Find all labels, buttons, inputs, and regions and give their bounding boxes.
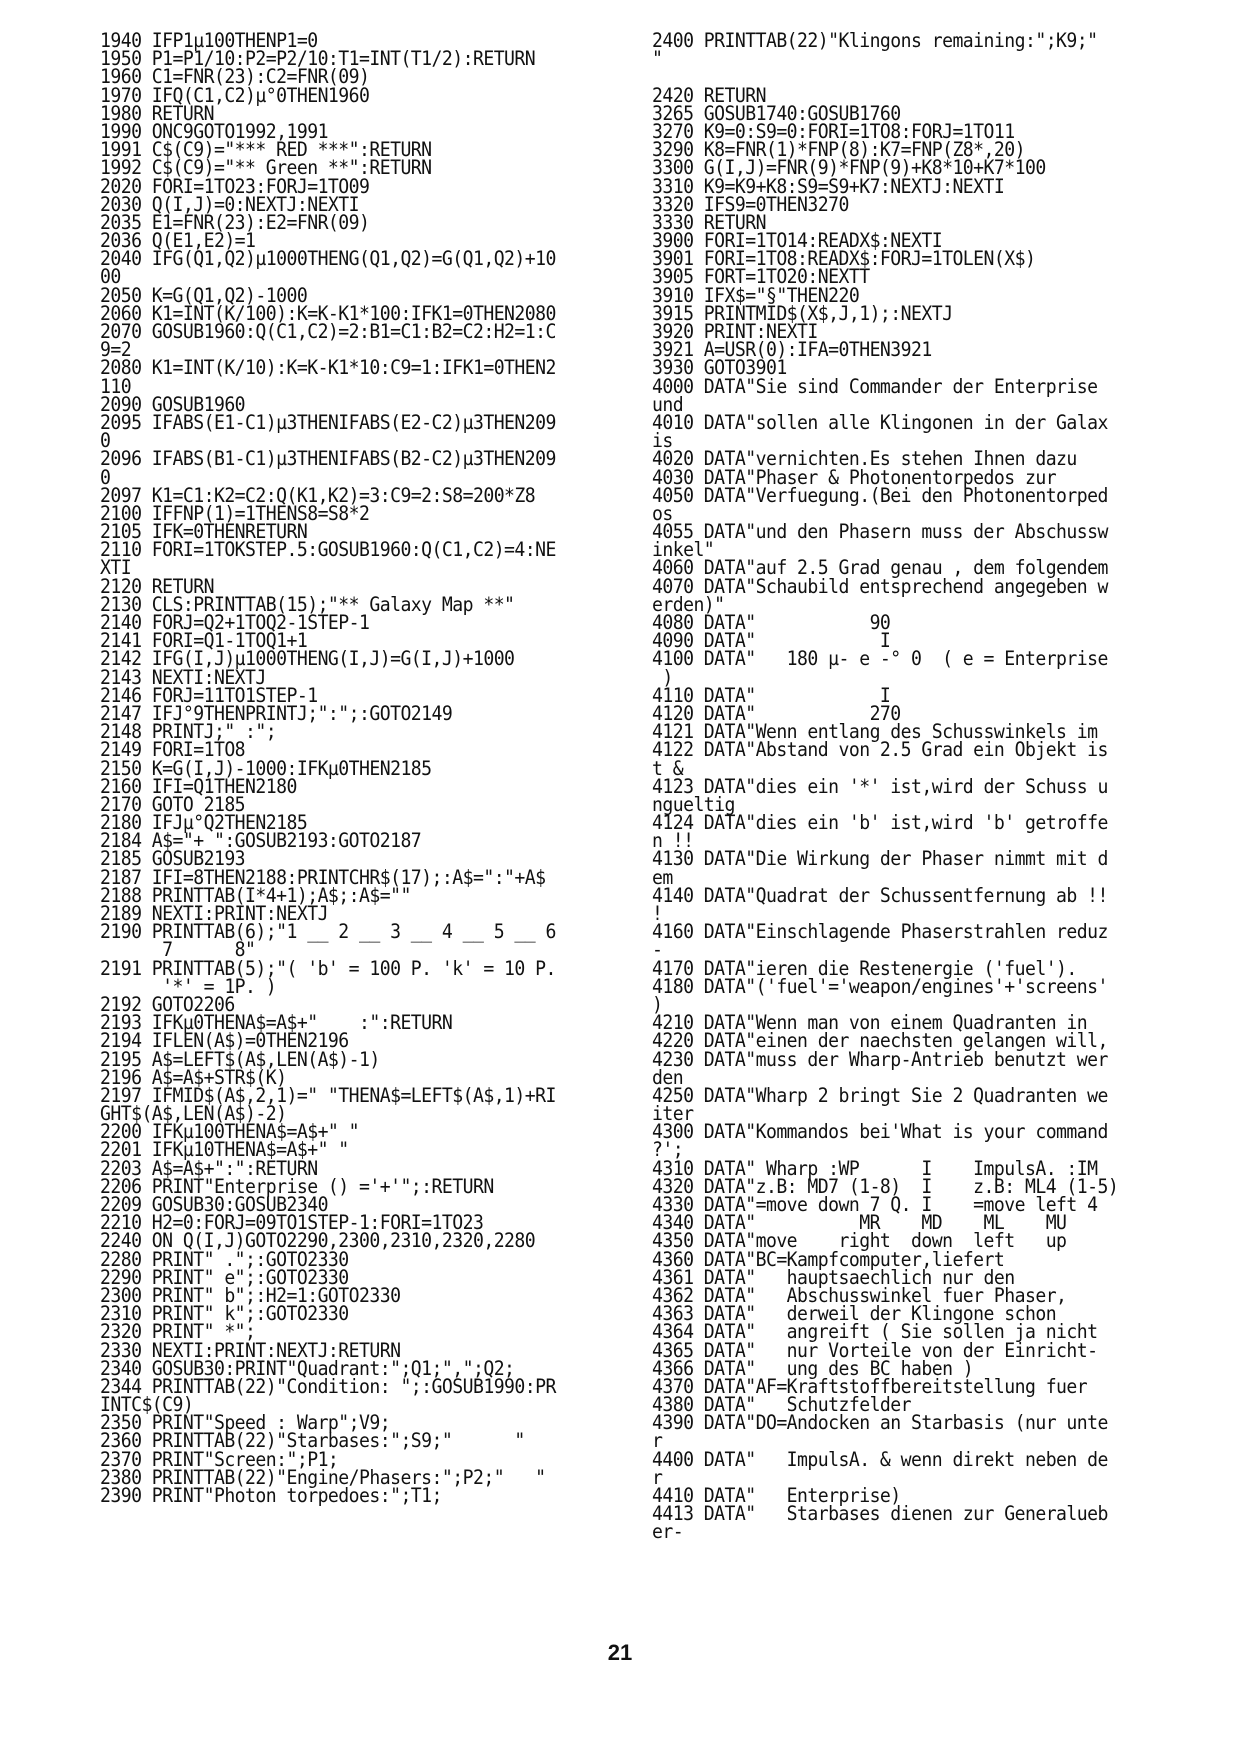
code-line: ngueltig [652,792,735,816]
code-line: 7 8" [100,938,256,962]
code-line: 2280 PRINT" .";:GOTO2330 [100,1247,349,1271]
code-line: 2191 PRINTTAB(5);"( 'b' = 100 P. 'k' = 10 P. [100,956,556,980]
code-line: iter [652,1102,694,1126]
code-line: 2340 GOSUB30:PRINT"Quadrant:";Q1;",";Q2; [100,1356,515,1380]
code-line: " [652,47,663,71]
code-line: 2400 PRINTTAB(22)"Klingons remaining:";K9;" [652,29,1098,52]
code-line: 4124 DATA"dies ein 'b' ist,wird 'b' getroffe [652,811,1108,835]
code-line: 4000 DATA"Sie sind Commander der Enterprise [652,374,1098,398]
right-code-column [652,29,1126,1544]
code-line: 1960 C1=FNR(23):C2=FNR(09) [100,65,370,89]
code-line: 3270 K9=0:S9=0:FORI=1TO8:FORJ=1TO11 [652,119,1015,143]
code-line: 3905 FORT=1TO20:NEXTT [652,265,870,289]
code-line: 2184 A$="+ ":GOSUB2193:GOTO2187 [100,829,422,853]
code-line: 2080 K1=INT(K/10):K=K-K1*10:C9=1:IFK1=0THEN2 [100,356,556,380]
code-line: 3920 PRINT:NEXTI [652,320,818,343]
code-line: t & [652,756,684,780]
code-line: ) [652,992,663,1016]
code-line: 2148 PRINTJ;" :"; [100,720,277,744]
code-line: 4080 DATA" 90 [652,611,891,634]
code-line: 2146 FORJ=11TO1STEP-1 [100,683,318,707]
code-line: 2090 GOSUB1960 [100,392,246,416]
code-line: 2110 FORI=1TOKSTEP.5:GOSUB1960:Q(C1,C2)=4:NE [100,538,556,562]
code-line: 4060 DATA"auf 2.5 Grad genau , dem folgendem [652,556,1108,580]
code-line: 4210 DATA"Wenn man von einem Quadranten in [652,1011,1088,1035]
code-line: 2096 IFABS(B1-C1)µ3THENIFABS(B2-C2)µ3THEN209 [100,447,556,471]
code-line: 1992 C$(C9)="** Green **":RETURN [100,156,432,180]
code-line: 1991 C$(C9)="*** RED ***":RETURN [100,138,432,162]
code-line: 2036 Q(E1,E2)=1 [100,229,256,253]
code-line: ! [652,902,663,925]
code-line: ) [652,665,673,689]
code-line: 2130 CLS:PRINTTAB(15);"** Galaxy Map **" [100,592,515,616]
code-line: 4121 DATA"Wenn entlang des Schusswinkels im [652,720,1098,744]
code-line: 2201 IFKµ10THENA$=A$+" " [100,1138,349,1162]
code-line: 2330 NEXTI:PRINT:NEXTJ:RETURN [100,1338,401,1362]
code-line: 4350 DATA"move right down left up [652,1229,1067,1253]
code-line: em [652,865,673,889]
code-line: 2350 PRINT"Speed : Warp";V9; [100,1411,391,1435]
code-line: 3265 GOSUB1740:GOSUB1760 [652,101,901,125]
code-line: 2100 IFFNP(1)=1THENS8=S8*2 [100,501,370,525]
code-line: '*' = 1P. ) [100,974,277,998]
code-line: 2140 FORJ=Q2+1TOQ2-1STEP-1 [100,611,370,634]
code-line: 2097 K1=C1:K2=C2:Q(K1,K2)=3:C9=2:S8=200*Z8 [100,483,536,507]
code-line: 3320 IFS9=0THEN3270 [652,192,849,216]
code-line: 2150 K=G(I,J)-1000:IFKµ0THEN2185 [100,756,432,780]
code-line: 2147 IFJ°9THENPRINTJ;":";:GOTO2149 [100,701,453,725]
code-line: 2200 IFKµ100THENA$=A$+" " [100,1120,360,1144]
code-line: 2380 PRINTTAB(22)"Engine/Phasers:";P2;" " [100,1465,546,1489]
code-line: 4055 DATA"und den Phasern muss der Abschussw [652,520,1108,544]
code-line: 4050 DATA"Verfuegung.(Bei den Photonentorped [652,483,1108,507]
code-line: 2060 K1=INT(K/100):K=K-K1*100:IFK1=0THEN2080 [100,301,556,325]
code-line: 4300 DATA"Kommandos bei'What is your command [652,1120,1108,1144]
code-line: 3921 A=USR(0):IFA=0THEN3921 [652,338,932,362]
code-line: 2195 A$=LEFT$(A$,LEN(A$)-1) [100,1047,380,1071]
code-line: 4160 DATA"Einschlagende Phaserstrahlen reduz [652,920,1108,944]
code-line: 4010 DATA"sollen alle Klingonen in der Galax [652,410,1108,434]
code-line: GHT$(A$,LEN(A$)-2) [100,1102,287,1126]
code-line: - [652,938,663,962]
code-line: 2170 GOTO 2185 [100,792,246,816]
code-line: 1980 RETURN [100,101,214,125]
code-line: 4360 DATA"BC=Kampfcomputer,liefert [652,1247,1005,1271]
code-line: 2194 IFLEN(A$)=0THEN2196 [100,1029,349,1053]
code-line: 4320 DATA"z.B: MD7 (1-8) I z.B: ML4 (1-5) [652,1174,1119,1198]
code-line: 3901 FORI=1TO8:READX$:FORJ=1TOLEN(X$) [652,247,1036,271]
code-line: 4365 DATA" nur Vorteile von der Einricht- [652,1338,1098,1362]
code-line: is [652,429,673,453]
code-line: 4310 DATA" Wharp :WP I ImpulsA. :IM [652,1156,1098,1180]
code-line: 4123 DATA"dies ein '*' ist,wird der Schuss u [652,774,1108,798]
code-line: 2193 IFKµ0THENA$=A$+" :":RETURN [100,1011,453,1035]
code-line: r [652,1429,663,1453]
code-line: 2190 PRINTTAB(6);"1 __ 2 __ 3 __ 4 __ 5 __ 6 [100,920,556,944]
code-line: 1940 IFP1µ100THENP1=0 [100,29,318,52]
code-line: 2192 GOTO2206 [100,992,235,1016]
code-line: und [652,392,684,416]
code-line: den [652,1065,684,1089]
code-line: 2206 PRINT"Enterprise () ='+'";:RETURN [100,1174,494,1198]
code-line: 2189 NEXTI:PRINT:NEXTJ [100,902,328,925]
code-line: 2209 GOSUB30:GOSUB2340 [100,1193,328,1216]
code-line: 3930 GOTO3901 [652,356,787,380]
code-line: 4130 DATA"Die Wirkung der Phaser nimmt mit d [652,847,1108,871]
code-line: 4361 DATA" hauptsaechlich nur den [652,1265,1015,1289]
code-line: 3290 K8=FNR(1)*FNP(8):K7=FNP(Z8*,20) [652,138,1025,162]
code-line: 4410 DATA" Enterprise) [652,1484,901,1507]
code-line: 2070 GOSUB1960:Q(C1,C2)=2:B1=C1:B2=C2:H2=1:C [100,320,556,343]
code-line: r [652,1465,663,1489]
code-line: 9=2 [100,338,132,362]
code-line: inkel" [652,538,715,562]
code-line: 3910 IFX$="§"THEN220 [652,283,860,307]
code-line: 4400 DATA" ImpulsA. & wenn direkt neben de [652,1447,1108,1471]
code-line: 4366 DATA" ung des BC haben ) [652,1356,974,1380]
code-line: 2095 IFABS(E1-C1)µ3THENIFABS(E2-C2)µ3THEN209 [100,410,556,434]
code-line: 2142 IFG(I,J)µ1000THENG(I,J)=G(I,J)+1000 [100,647,515,671]
code-line: 4380 DATA" Schutzfelder [652,1393,912,1417]
code-line: 2360 PRINTTAB(22)"Starbases:";S9;" " [100,1429,525,1453]
code-line: 4340 DATA" MR MD ML MU [652,1211,1067,1235]
code-line: 4413 DATA" Starbases dienen zur Generalueb [652,1502,1108,1526]
code-line: 2160 IFI=Q1THEN2180 [100,774,297,798]
code-line: er- [652,1520,684,1544]
code-line: 2420 RETURN [652,83,766,107]
code-line: XTI [100,556,132,580]
code-line: 4363 DATA" derweil der Klingone schon [652,1302,1057,1326]
code-line: 2040 IFG(Q1,Q2)µ1000THENG(Q1,Q2)=G(Q1,Q2)+10 [100,247,556,271]
code-line: 2143 NEXTI:NEXTJ [100,665,266,689]
code-line: 4250 DATA"Wharp 2 bringt Sie 2 Quadranten we [652,1083,1108,1107]
code-line: 3310 K9=K9+K8:S9=S9+K7:NEXTJ:NEXTI [652,174,1005,198]
code-line: 2185 GOSUB2193 [100,847,246,871]
code-line: 4070 DATA"Schaubild entsprechend angegeben w [652,574,1108,598]
code-line: 1950 P1=P1/10:P2=P2/10:T1=INT(T1/2):RETURN [100,47,536,71]
code-line: 4170 DATA"ieren die Restenergie ('fuel'). [652,956,1077,980]
code-line: 4140 DATA"Quadrat der Schussentfernung ab !! [652,883,1108,907]
code-line: 4110 DATA" I [652,683,891,707]
code-line: 0 [100,429,111,453]
code-line: 2141 FORI=Q1-1TOQ1+1 [100,629,308,653]
code-line: 1990 ONC9GOTO1992,1991 [100,119,328,143]
code-line: ?'; [652,1138,684,1162]
code-line: 2149 FORI=1TO8 [100,738,246,762]
left-code-column [100,29,584,1507]
code-line: 4364 DATA" angreift ( Sie sollen ja nicht [652,1320,1098,1344]
code-line: 2390 PRINT"Photon torpedoes:";T1; [100,1484,442,1507]
code-line: 2188 PRINTTAB(I*4+1);A$;:A$="" [100,883,411,907]
code-line: 4370 DATA"AF=Kraftstoffbereitstellung fuer [652,1374,1088,1398]
code-line: os [652,501,673,525]
code-line: 4180 DATA"('fuel'='weapon/engines'+'screens' [652,974,1108,998]
code-line: 4390 DATA"DO=Andocken an Starbasis (nur unte [652,1411,1108,1435]
page-number: 21 [607,1640,633,1665]
code-line: 2120 RETURN [100,574,214,598]
code-line: 4330 DATA"=move down 7 Q. I =move left 4 [652,1193,1098,1216]
code-line: 2020 FORI=1TO23:FORJ=1TO09 [100,174,370,198]
code-line: INTC$(C9) [100,1393,194,1417]
code-line: 4120 DATA" 270 [652,701,901,725]
code-line: n !! [652,829,694,853]
code-line: 4220 DATA"einen der naechsten gelangen will, [652,1029,1108,1053]
code-line: 2030 Q(I,J)=0:NEXTJ:NEXTI [100,192,360,216]
code-line: 2240 ON Q(I,J)GOTO2290,2300,2310,2320,2280 [100,1229,536,1253]
code-line: 2300 PRINT" b";:H2=1:GOTO2330 [100,1283,401,1307]
code-line: 4100 DATA" 180 µ- e -° 0 ( e = Enterprise [652,647,1108,671]
code-line: 2197 IFMID$(A$,2,1)=" "THENA$=LEFT$(A$,1)+RI [100,1083,556,1107]
code-line: 2187 IFI=8THEN2188:PRINTCHR$(17);:A$=":"+A$ [100,865,546,889]
code-line: 2370 PRINT"Screen:";P1; [100,1447,339,1471]
code-line: 0 [100,465,111,489]
code-line: 3915 PRINTMID$(X$,J,1);:NEXTJ [652,301,953,325]
code-line: 4030 DATA"Phaser & Photonentorpedos zur [652,465,1057,489]
code-line: 110 [100,374,132,398]
code-line: 2203 A$=A$+":":RETURN [100,1156,318,1180]
code-line: 2344 PRINTTAB(22)"Condition: ";:GOSUB1990:PR [100,1374,556,1398]
code-line: 3900 FORI=1TO14:READX$:NEXTI [652,229,943,253]
code-line: 00 [100,265,121,289]
code-line: 4090 DATA" I [652,629,891,653]
code-line: 3330 RETURN [652,210,766,234]
code-line: 2035 E1=FNR(23):E2=FNR(09) [100,210,370,234]
code-line: 2310 PRINT" k";:GOTO2330 [100,1302,349,1326]
code-line: 4020 DATA"vernichten.Es stehen Ihnen dazu [652,447,1077,471]
code-line: 2210 H2=0:FORJ=09TO1STEP-1:FORI=1TO23 [100,1211,484,1235]
code-line: 4122 DATA"Abstand von 2.5 Grad ein Objekt is [652,738,1108,762]
code-line: 4362 DATA" Abschusswinkel fuer Phaser, [652,1283,1067,1307]
code-line: 4230 DATA"muss der Wharp-Antrieb benutzt wer [652,1047,1108,1071]
code-line: 2050 K=G(Q1,Q2)-1000 [100,283,308,307]
code-line: 1970 IFQ(C1,C2)µ°0THEN1960 [100,83,370,107]
code-line: 2196 A$=A$+STR$(K) [100,1065,287,1089]
code-line: 2290 PRINT" e";:GOTO2330 [100,1265,349,1289]
code-line: 2105 IFK=0THENRETURN [100,520,308,544]
code-line: 3300 G(I,J)=FNR(9)*FNP(9)+K8*10+K7*100 [652,156,1046,180]
code-line: erden)" [652,592,725,616]
code-line: 2180 IFJµ°Q2THEN2185 [100,811,308,835]
code-line: 2320 PRINT" *"; [100,1320,256,1344]
